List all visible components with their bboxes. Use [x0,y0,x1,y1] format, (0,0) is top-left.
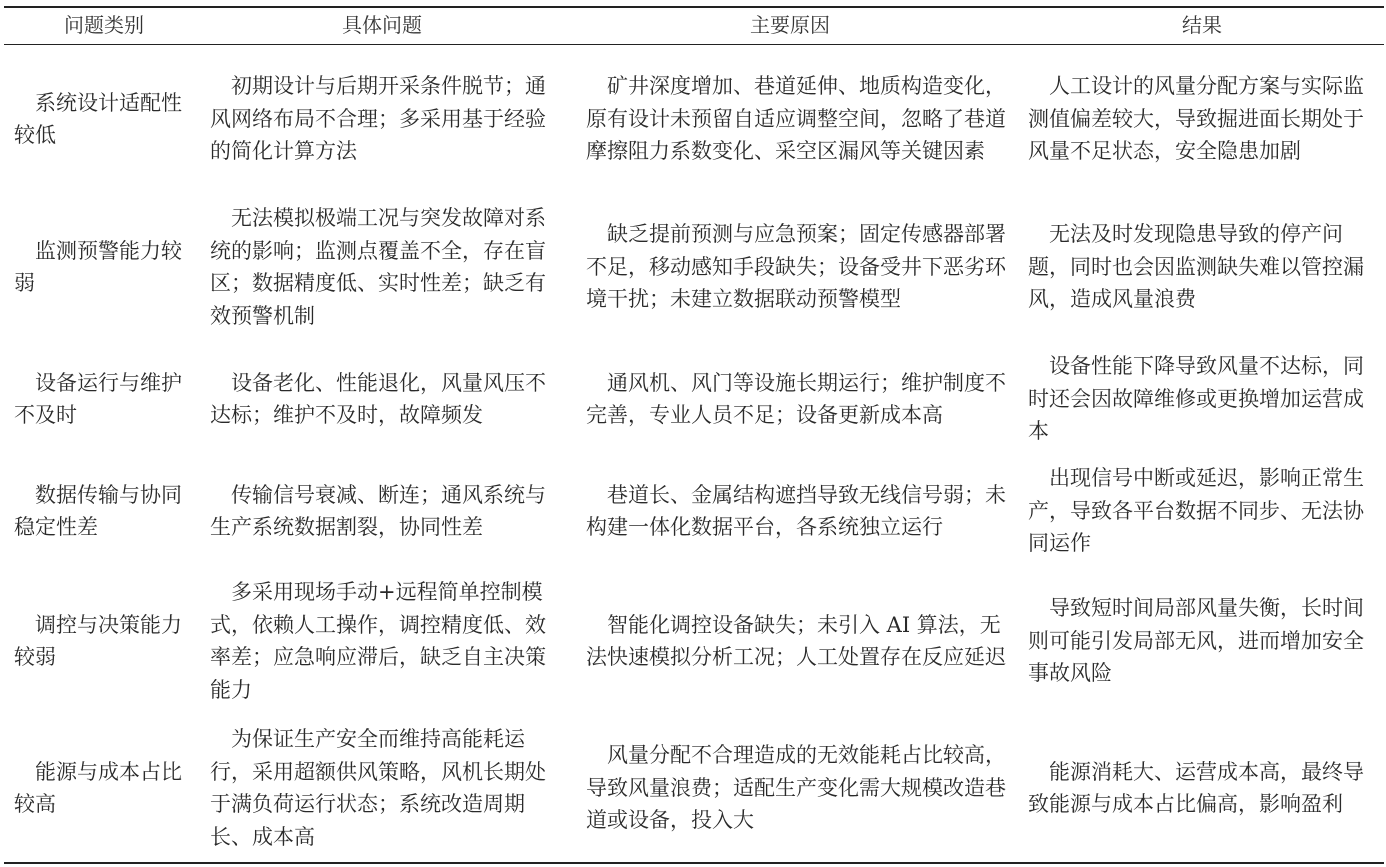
row-category: 监测预警能力较弱 [14,238,182,295]
table-top-rule [4,6,1384,8]
row-cause: 风量分配不合理造成的无效能耗占比较高，导致风量浪费；适配生产变化需大规模改造巷道或设备，投入大 [586,743,1006,833]
row-result: 设备性能下降导致风量不达标，同时还会因故障维修或更换增加运营成本 [1028,354,1364,444]
row-issue: 传输信号衰减、断连；通风系统与生产系统数据割裂，协同性差 [210,482,546,539]
row-issue: 为保证生产安全而维持高能耗运行，采用超额供风策略，风机长期处于满负荷运行状态；系统改造周期长、成本高 [210,727,546,849]
row-cause: 缺乏提前预测与应急预案；固定传感器部署不足，移动感知手段缺失；设备受井下恶劣环境干扰；未建立数据联动预警模型 [586,222,1006,312]
row-cause: 智能化调控设备缺失；未引入 AI 算法，无法快速模拟分析工况；人工处置存在反应延迟 [586,612,1006,669]
table-bottom-rule [4,862,1384,864]
row-result: 人工设计的风量分配方案与实际监测值偏差较大，导致掘进面长期处于风量不足状态，安全隐患加剧 [1028,74,1364,164]
header-cause: 主要原因 [750,13,830,37]
header-category: 问题类别 [64,13,144,37]
row-result: 出现信号中断或延迟，影响正常生产，导致各平台数据不同步、无法协同运作 [1028,466,1364,556]
table-header-rule [4,44,1384,45]
row-category: 数据传输与协同稳定性差 [14,482,182,539]
row-issue: 无法模拟极端工况与突发故障对系统的影响；监测点覆盖不全，存在盲区；数据精度低、实时性差；缺乏有效预警机制 [210,206,546,328]
row-category: 系统设计适配性较低 [14,90,182,147]
row-issue: 初期设计与后期开采条件脱节；通风网络布局不合理；多采用基于经验的简化计算方法 [210,74,546,164]
row-result: 导致短时间局部风量失衡，长时间则可能引发局部无风，进而增加安全事故风险 [1028,596,1364,686]
row-category: 调控与决策能力较弱 [14,612,182,669]
row-category: 能源与成本占比较高 [14,759,182,816]
row-cause: 通风机、风门等设施长期运行；维护制度不完善，专业人员不足；设备更新成本高 [586,370,1006,427]
row-cause: 巷道长、金属结构遮挡导致无线信号弱；未构建一体化数据平台，各系统独立运行 [586,482,1006,539]
row-result: 能源消耗大、运营成本高，最终导致能源与成本占比偏高，影响盈利 [1028,759,1364,816]
row-category: 设备运行与维护不及时 [14,370,182,427]
row-issue: 多采用现场手动+远程简单控制模式，依赖人工操作，调控精度低、效率差；应急响应滞后，缺乏自主决策能力 [210,580,546,702]
row-result: 无法及时发现隐患导致的停产问题，同时也会因监测缺失难以管控漏风，造成风量浪费 [1028,222,1364,312]
header-result: 结果 [1182,13,1222,37]
header-issue: 具体问题 [342,13,422,37]
row-issue: 设备老化、性能退化，风量风压不达标；维护不及时，故障频发 [210,370,546,427]
row-cause: 矿井深度增加、巷道延伸、地质构造变化，原有设计未预留自适应调整空间，忽略了巷道摩擦阻力系数变化、采空区漏风等关键因素 [586,74,1006,164]
